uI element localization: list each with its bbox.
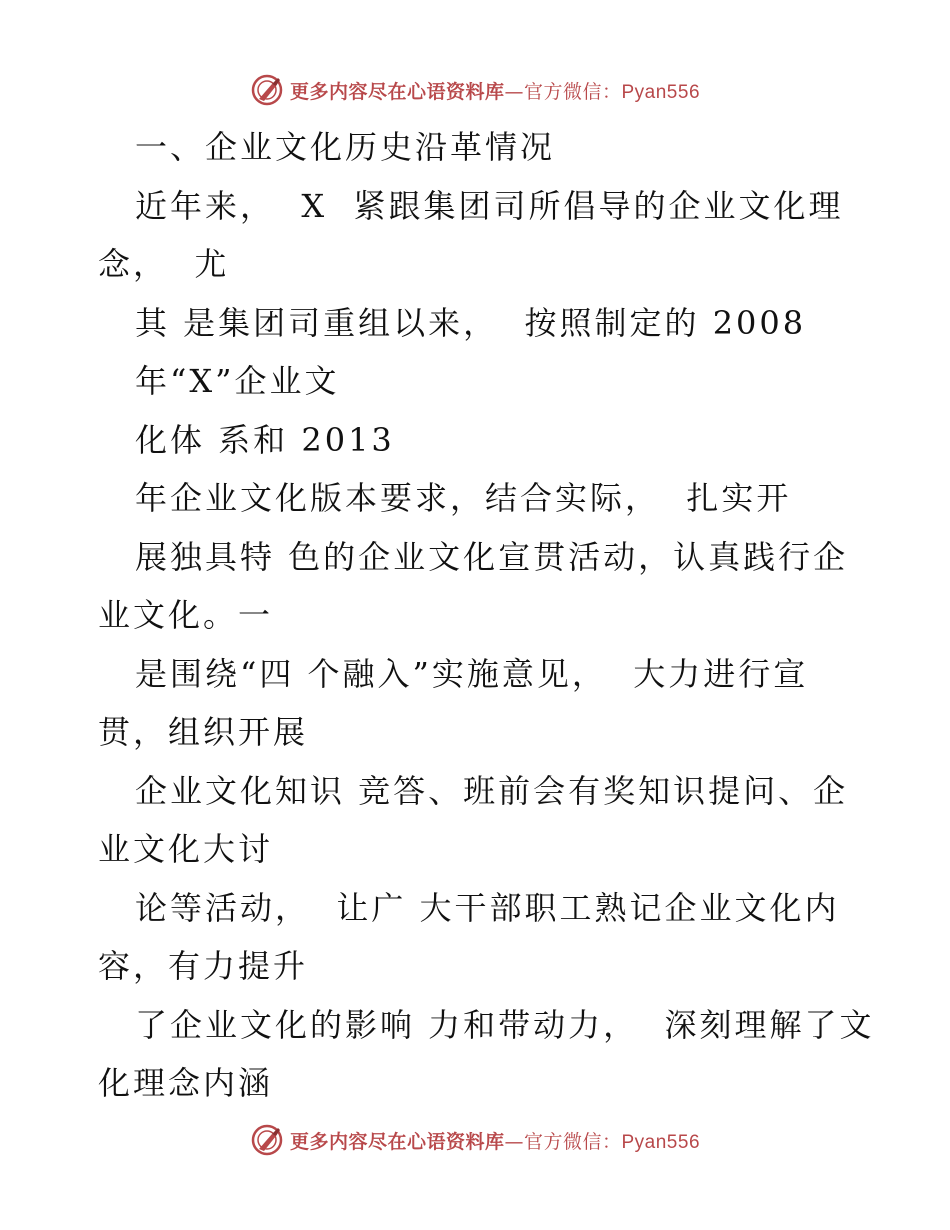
watermark-handle: Pyan556 bbox=[621, 1131, 701, 1153]
watermark-handle: Pyan556 bbox=[621, 81, 701, 103]
text-line: 了企业文化的影响 力和带动力， 深刻理解了文 bbox=[135, 1005, 875, 1044]
watermark-text bbox=[290, 77, 700, 104]
text-line: 近年来， X 紧跟集团司所倡导的企业文化理 bbox=[135, 186, 844, 225]
watermark-separator: — bbox=[504, 80, 524, 103]
footer-watermark bbox=[0, 1120, 950, 1160]
text-line: 年企业文化版本要求，结合实际， 扎实开 bbox=[135, 479, 792, 517]
pen-logo-icon bbox=[250, 73, 284, 107]
text-line: 其 是集团司重组以来， 按照制定的 2008 bbox=[135, 303, 807, 342]
text-line: 企业文化知识 竞答、班前会有奖知识提问、企 bbox=[135, 771, 849, 810]
text-line: 一、企业文化历史沿革情况 bbox=[135, 128, 556, 166]
watermark-text bbox=[290, 1127, 700, 1154]
text-line: 化理念内涵 bbox=[98, 1064, 274, 1102]
text-line: 展独具特 色的企业文化宣贯活动，认真践行企 bbox=[135, 537, 849, 576]
document-body bbox=[98, 118, 878, 1113]
watermark-separator: — bbox=[504, 1130, 524, 1153]
text-line: 贯，组织开展 bbox=[98, 713, 309, 751]
text-line: 容，有力提升 bbox=[98, 947, 309, 985]
pen-logo-icon bbox=[250, 1123, 284, 1157]
text-line: 念， 尤 bbox=[98, 245, 230, 283]
watermark-site: 更多内容尽在心语资料库 bbox=[289, 1130, 505, 1153]
text-line: 论等活动， 让广 大干部职工熟记企业文化内 bbox=[135, 888, 840, 927]
watermark-wechat-label: 官方微信： bbox=[523, 1130, 622, 1153]
watermark-wechat-label: 官方微信： bbox=[523, 80, 622, 103]
text-line: 业文化大讨 bbox=[98, 830, 274, 868]
text-line: 业文化。一 bbox=[98, 596, 274, 634]
text-line: 是围绕“四 个融入”实施意见， 大力进行宣 bbox=[135, 654, 809, 693]
header-watermark bbox=[0, 70, 950, 110]
text-line: 化体 系和 2013 bbox=[135, 420, 395, 459]
text-line: 年“X”企业文 bbox=[135, 362, 340, 400]
watermark-site: 更多内容尽在心语资料库 bbox=[289, 80, 505, 103]
